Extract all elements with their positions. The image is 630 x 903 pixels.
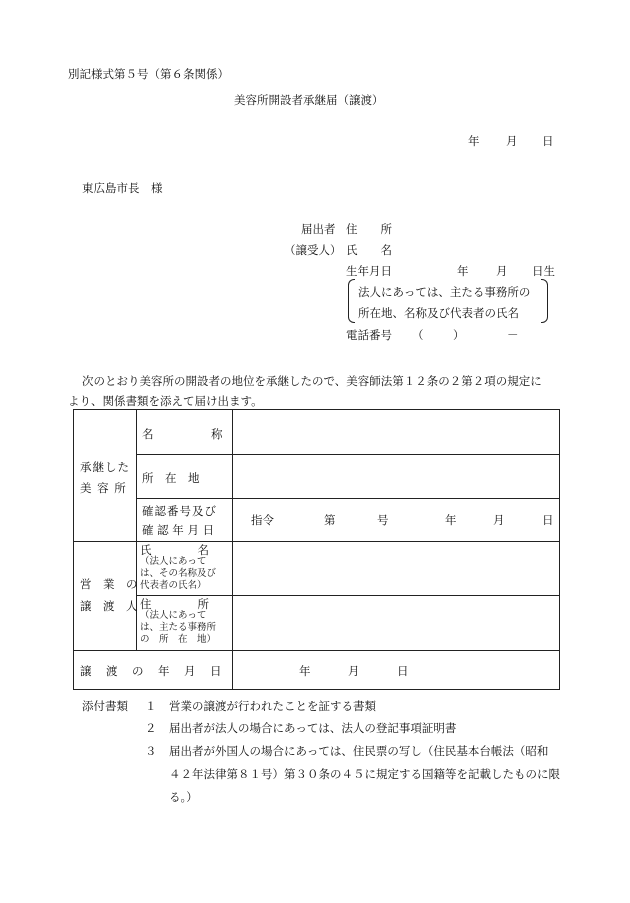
transferor-address-note1: （法人にあって — [140, 610, 207, 621]
notifier-role: 届出者 — [301, 222, 336, 236]
notifier-birth-label: 生年月日 — [346, 264, 392, 278]
confirm-day: 日 — [542, 513, 554, 527]
confirm-dai: 第 — [324, 513, 336, 527]
phone-close-paren: ） — [453, 328, 465, 342]
corp-note-bracket-left — [348, 279, 355, 323]
notifier-role-transferee: （譲受人） — [284, 243, 342, 257]
table-vline-group — [136, 410, 137, 650]
transferor-name-note1: （法人にあって — [140, 556, 207, 567]
attachment-text-3-cont1: ４２年法律第８１号）第３０条の４５に規定する国籍等を記載したものに限 — [169, 767, 560, 781]
transfer-date-label: 譲 渡 の 年 月 日 — [80, 664, 223, 678]
notifier-birth-year: 年 — [457, 264, 469, 278]
corp-note-line1: 法人にあっては、主たる事務所の — [358, 285, 531, 299]
transferor-name-note3: 代表者の氏名） — [140, 580, 207, 591]
attachment-text-1: 営業の譲渡が行われたことを証する書類 — [169, 699, 376, 713]
notifier-birth-month: 月 — [496, 264, 508, 278]
form-label: 別記様式第５号（第６条関係） — [68, 67, 229, 81]
corp-note-line2: 所在地、名称及び代表者の氏名 — [358, 306, 519, 320]
attachment-text-2: 届出者が法人の場合にあっては、法人の登記事項証明書 — [169, 721, 457, 735]
notifier-name-label: 氏 名 — [346, 243, 392, 257]
confirm-order: 指令 — [251, 513, 274, 527]
corp-note-bracket-right — [541, 279, 548, 323]
table-hline-5 — [74, 650, 560, 651]
salon-name-label: 名 称 — [142, 427, 223, 441]
confirm-label-line1: 確認番号及び — [142, 504, 217, 518]
transferor-address-label: 住 所 — [140, 597, 209, 611]
notification-table — [73, 409, 560, 690]
confirm-label-line2: 確 認 年 月 日 — [142, 523, 215, 537]
group-transferor-line1: 営 業 の — [80, 577, 138, 591]
transferor-address-note3: の 所 在 地） — [140, 634, 217, 645]
table-vline-value — [232, 410, 233, 690]
confirm-go: 号 — [377, 513, 389, 527]
attachment-num-1: １ — [145, 699, 157, 713]
transferor-address-note2: は、主たる事務所 — [140, 622, 217, 633]
notifier-birth-day: 日生 — [532, 264, 555, 278]
transfer-month: 月 — [348, 664, 360, 678]
transfer-year: 年 — [299, 664, 311, 678]
attachment-text-3-cont2: る。） — [169, 790, 198, 804]
date-month: 月 — [506, 134, 518, 148]
attachments-label: 添付書類 — [82, 699, 128, 713]
confirm-year: 年 — [445, 513, 457, 527]
phone-open-paren: （ — [412, 328, 424, 342]
table-hline-2 — [136, 498, 560, 499]
date-day: 日 — [542, 134, 554, 148]
addressee: 東広島市長 様 — [82, 181, 163, 195]
notifier-address-label: 住 所 — [346, 222, 392, 236]
confirm-month: 月 — [493, 513, 505, 527]
salon-location-label: 所 在 地 — [142, 471, 200, 485]
attachment-text-3: 届出者が外国人の場合にあっては、住民票の写し（住民基本台帳法（昭和 — [169, 744, 549, 758]
table-hline-1 — [136, 454, 560, 455]
transferor-name-label: 氏 名 — [140, 543, 209, 557]
body-text-line1: 次のとおり美容所の開設者の地位を承継したので、美容師法第１２条の２第２項の規定に — [82, 374, 542, 388]
group-transferor-line2: 譲 渡 人 — [80, 599, 138, 613]
transferor-name-note2: は、その名称及び — [140, 568, 217, 579]
notifier-phone-label: 電話番号 — [346, 328, 392, 342]
transfer-day: 日 — [397, 664, 409, 678]
attachment-num-2: ２ — [145, 721, 157, 735]
date-year: 年 — [468, 134, 480, 148]
phone-dash: － — [507, 328, 519, 342]
body-text-line2: より、関係書類を添えて届け出ます。 — [68, 394, 263, 408]
attachment-num-3: ３ — [145, 744, 157, 758]
page-title: 美容所開設者承継届（譲渡） — [234, 93, 384, 107]
group-succeeded-salon-line1: 承継した — [80, 460, 130, 474]
group-succeeded-salon-line2: 美 容 所 — [80, 481, 127, 495]
